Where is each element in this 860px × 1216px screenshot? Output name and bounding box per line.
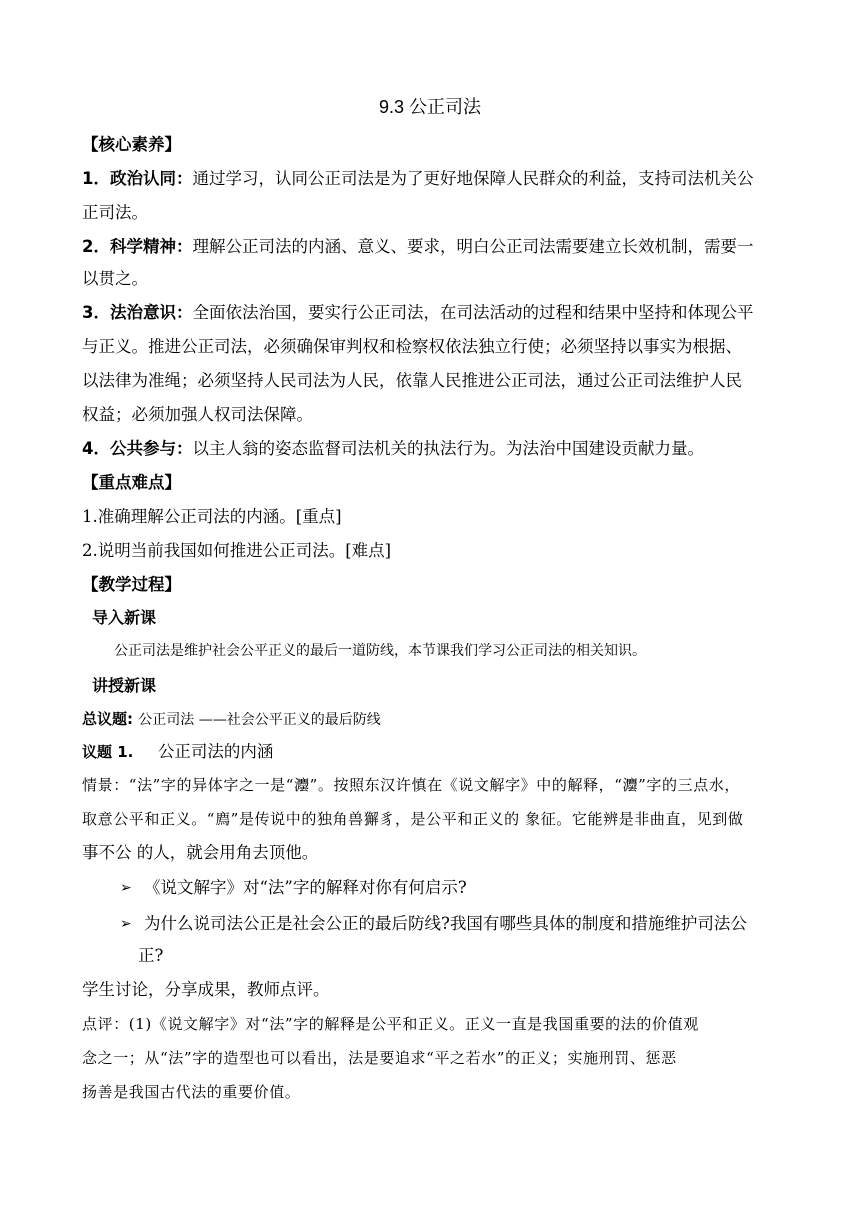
core-item-2-text: 理解公正司法的内涵、意义、要求，明白公正司法需要建立长效机制，需要一 [192, 237, 754, 256]
core-item-1-cont: 正司法。 [82, 203, 148, 222]
core-item-1-label: 1．政治认同： [82, 169, 193, 188]
core-item-3-label: 3．法治意识： [82, 303, 193, 322]
core-item-4-text: 以主人翁的姿态监督司法机关的执法行为。为法治中国建设贡献力量。 [192, 439, 704, 458]
core-item-1 [82, 167, 753, 191]
discussion-text: 学生讨论，分享成果，教师点评。 [82, 980, 330, 999]
key-difficult-heading: 【重点难点】 [82, 473, 181, 492]
main-topic-label: 总议题: [82, 710, 133, 728]
comment-line-3: 扬善是我国古代法的重要价值。 [82, 1083, 301, 1101]
core-item-2-label: 2．科学精神： [82, 237, 193, 256]
page-title: 9.3 公正司法 [378, 97, 482, 117]
core-literacy-heading: 【核心素养】 [82, 135, 181, 154]
question-2-text: 为什么说司法公正是社会公正的最后防线?我国有哪些具体的制度和措施维护司法公 [144, 914, 747, 933]
teach-heading: 讲授新课 [92, 676, 157, 695]
intro-heading: 导入新课 [92, 608, 157, 627]
core-item-3-cont-3: 权益；必须加强人权司法保障。 [82, 405, 313, 424]
core-item-4 [82, 437, 704, 461]
key-point-1: 1.准确理解公正司法的内涵。[重点] [82, 507, 342, 526]
intro-text: 公正司法是维护社会公平正义的最后一道防线，本节课我们学习公正司法的相关知识。 [114, 643, 646, 659]
main-topic [82, 707, 381, 732]
core-item-3 [82, 301, 753, 325]
question-2-cont: 正? [138, 946, 164, 965]
question-1-text: 《说文解字》对“法”字的解释对你有何启示? [144, 878, 467, 897]
comment-line-2: 念之一；从“法”字的造型也可以看出，法是要追求“平之若水”的正义；实施刑罚、惩恶 [82, 1049, 677, 1067]
scenario-line-1: 情景：“法”字的异体字之一是“灋”。按照东汉许慎在《说文解字》中的解释，“灋”字的三点水， [82, 776, 741, 794]
sub-topic-1-label: 议题 1. [82, 743, 134, 761]
core-item-3-cont-2: 以法律为准绳；必须坚持人民司法为人民，依靠人民推进公正司法，通过公正司法维护人民 [82, 371, 742, 390]
teaching-process-heading: 【教学过程】 [82, 575, 181, 594]
arrow-bullet-icon: ➢ [120, 916, 132, 932]
core-item-2 [82, 235, 753, 259]
scenario-line-3: 事不公 的人，就会用角去顶他。 [82, 843, 319, 862]
main-topic-text: 公正司法 ——社会公平正义的最后防线 [138, 712, 381, 728]
core-item-3-cont-1: 与正义。推进公正司法，必须确保审判权和检察权依法独立行使；必须坚持以事实为根据、 [82, 337, 742, 356]
scenario-line-2: 取意公平和正义。“廌”是传说中的独角兽獬豸，是公平和正义的 象征。它能辨是非曲直，见到做 [82, 810, 744, 828]
sub-topic-1 [82, 740, 273, 764]
key-point-2: 2.说明当前我国如何推进公正司法。[难点] [82, 541, 392, 560]
core-item-1-text: 通过学习，认同公正司法是为了更好地保障人民群众的利益，支持司法机关公 [192, 169, 754, 188]
comment-line-1: 点评：(1)《说文解字》对“法”字的解释是公平和正义。正义一直是我国重要的法的价值观 [82, 1015, 699, 1033]
sub-topic-1-text: 公正司法的内涵 [157, 742, 274, 761]
arrow-bullet-icon: ➢ [120, 880, 132, 896]
core-item-2-cont: 以贯之。 [82, 269, 148, 288]
core-item-3-text: 全面依法治国，要实行公正司法，在司法活动的过程和结果中坚持和体现公平 [192, 303, 754, 322]
core-item-4-label: 4．公共参与： [82, 439, 193, 458]
